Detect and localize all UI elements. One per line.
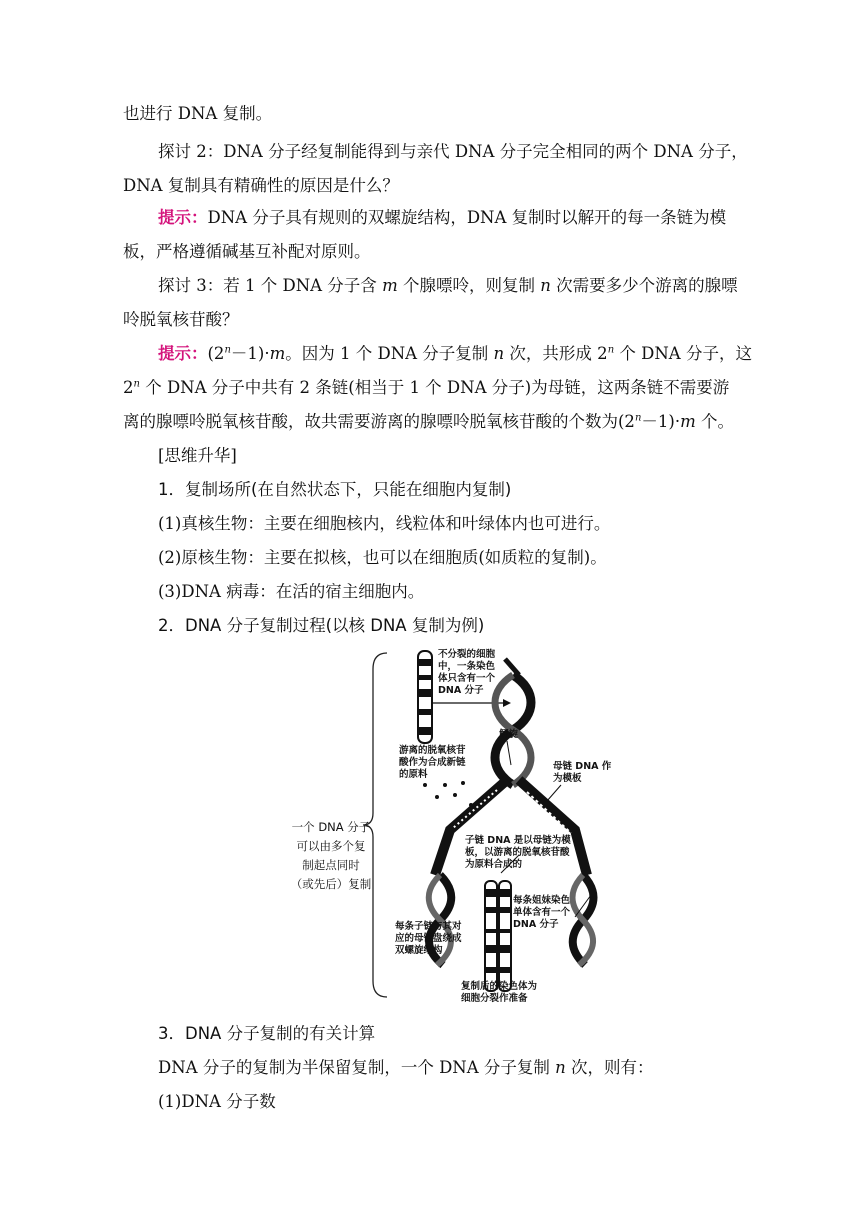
text: (3)DNA 病毒：在活的宿主细胞内。 (158, 582, 425, 601)
discussion-2-line-2 (123, 174, 743, 198)
text: 呤脱氧核苷酸？ (123, 310, 239, 329)
text: 个腺嘌呤，则复制 (397, 276, 541, 295)
label-line: 解旋 (499, 729, 519, 740)
hint-3-line-1 (158, 342, 778, 366)
label-line: 双螺旋结构 (395, 945, 443, 956)
label-line: 每条姐妹染色 (513, 895, 571, 906)
label-line: 体只含有一个 (438, 673, 496, 684)
hint-2-line-2 (123, 240, 743, 264)
label-line: 酸作为合成新链 (399, 757, 466, 768)
text: 也进行 DNA 复制。 (123, 104, 273, 123)
side-label-line: （或先后）复制 (290, 877, 372, 891)
label-line: 细胞分裂作准备 (461, 993, 528, 1004)
label-daughter-strand (465, 835, 571, 871)
discussion-3-line-1 (158, 274, 778, 298)
text: 板，严格遵循碱基互补配对原则。 (123, 242, 371, 261)
text: 2．DNA 分子复制过程(以核 DNA 复制为例) (158, 616, 485, 635)
hint-label: 提示： (158, 208, 208, 227)
superscript-n: n (224, 344, 231, 356)
label-line: 中，一条染色 (438, 661, 496, 672)
text: 探讨 2：DNA 分子经复制能得到与亲代 DNA 分子完全相同的两个 DNA 分子， (158, 142, 748, 161)
label-line: 板，以游离的脱氧核苷酸 (465, 847, 570, 858)
section-1-item-1 (158, 512, 778, 536)
label-line: 为模板 (553, 773, 582, 784)
side-label-line: 可以由多个复 (296, 839, 366, 853)
text: 次需要多少个游离的腺嘌 (550, 276, 738, 295)
text: (1)真核生物：主要在细胞核内，线粒体和叶绿体内也可进行。 (158, 514, 611, 533)
hint-3-line-2 (123, 376, 743, 400)
label-line: 为原料合成的 (465, 859, 523, 870)
label-line: DNA 分子 (438, 685, 484, 696)
text: －1)· (230, 344, 270, 363)
label-line: 不分裂的细胞 (438, 649, 496, 660)
section-2-heading (158, 614, 778, 638)
text: 个。 (695, 412, 734, 431)
hint-3-line-3 (123, 410, 743, 434)
label-line: 应的母链盘绕成 (395, 933, 462, 944)
text: 离的腺嘌呤脱氧核苷酸，故共需要游离的腺嘌呤脱氧核苷酸的个数为(2 (123, 412, 635, 431)
superscript-n: n (634, 412, 642, 424)
text: 。因为 1 个 DNA 分子复制 (285, 344, 494, 363)
text: DNA 复制具有精确性的原因是什么？ (123, 176, 399, 195)
label-parent-strand (553, 761, 611, 785)
label-line: 复制后的染色体为 (461, 981, 538, 992)
label-after-replication (461, 981, 537, 1005)
discussion-3-line-2 (123, 308, 743, 332)
variable-n: n (493, 344, 505, 363)
label-line: 单体含有一个 (513, 907, 571, 918)
superscript-n: n (133, 378, 140, 390)
label-line: 每条子链与其对 (395, 921, 462, 932)
side-label-line: 一个 DNA 分子 (291, 820, 371, 834)
label-line: 的原料 (399, 769, 428, 780)
label-sister-chromatid (513, 895, 570, 931)
text: DNA 分子具有规则的双螺旋结构，DNA 复制时以解开的每一条链为模 (207, 208, 727, 227)
text: 次，则有： (565, 1058, 654, 1077)
label-line: 子链 DNA 是以母链为模 (465, 835, 571, 846)
section-3-intro (158, 1056, 778, 1080)
side-label (285, 818, 377, 894)
text: 1．复制场所(在自然状态下，只能在细胞内复制) (158, 480, 512, 499)
dna-replication-figure (275, 645, 612, 1005)
section-3-item-1 (158, 1090, 778, 1114)
label-free-nucleotides (399, 745, 466, 781)
variable-m: m (269, 344, 286, 363)
side-label-line: 制起点同时 (302, 858, 360, 872)
section-heading-summary (158, 444, 778, 468)
variable-m: m (382, 276, 398, 295)
paragraph-continuation (123, 102, 743, 126)
text: DNA 分子的复制为半保留复制，一个 DNA 分子复制 (158, 1058, 556, 1077)
hint-2-line-1 (158, 206, 778, 230)
label-line: DNA 分子 (513, 919, 559, 930)
label-unwind (499, 729, 518, 741)
text: (1)DNA 分子数 (158, 1092, 276, 1111)
variable-n: n (540, 276, 551, 295)
superscript-n: n (607, 344, 615, 356)
section-1-item-3 (158, 580, 778, 604)
text: (2)原核生物：主要在拟核，也可以在细胞质(如质粒的复制)。 (158, 548, 607, 567)
text: [思维升华] (158, 446, 237, 465)
label-double-helix (395, 921, 462, 957)
text: －1)· (641, 412, 681, 431)
section-1-heading (158, 478, 778, 502)
label-line: 母链 DNA 作 (553, 761, 612, 772)
label-nondividing-cell (438, 649, 495, 697)
discussion-2-line-1 (158, 140, 778, 164)
variable-n: n (555, 1058, 566, 1077)
text: (2 (207, 344, 225, 363)
text: 2 (123, 378, 134, 397)
label-line: 游离的脱氧核苷 (399, 745, 466, 756)
section-3-heading (158, 1022, 778, 1046)
text: 3．DNA 分子复制的有关计算 (158, 1024, 376, 1043)
text: 个 DNA 分子中共有 2 条链(相当于 1 个 DNA 分子)为母链，这两条链不需要游 (139, 378, 730, 397)
text: 个 DNA 分子，这 (614, 344, 752, 363)
text: 探讨 3：若 1 个 DNA 分子含 (158, 276, 383, 295)
hint-label: 提示： (158, 344, 208, 363)
variable-m: m (680, 412, 696, 431)
section-1-item-2 (158, 546, 778, 570)
text: 次，共形成 2 (504, 344, 608, 363)
